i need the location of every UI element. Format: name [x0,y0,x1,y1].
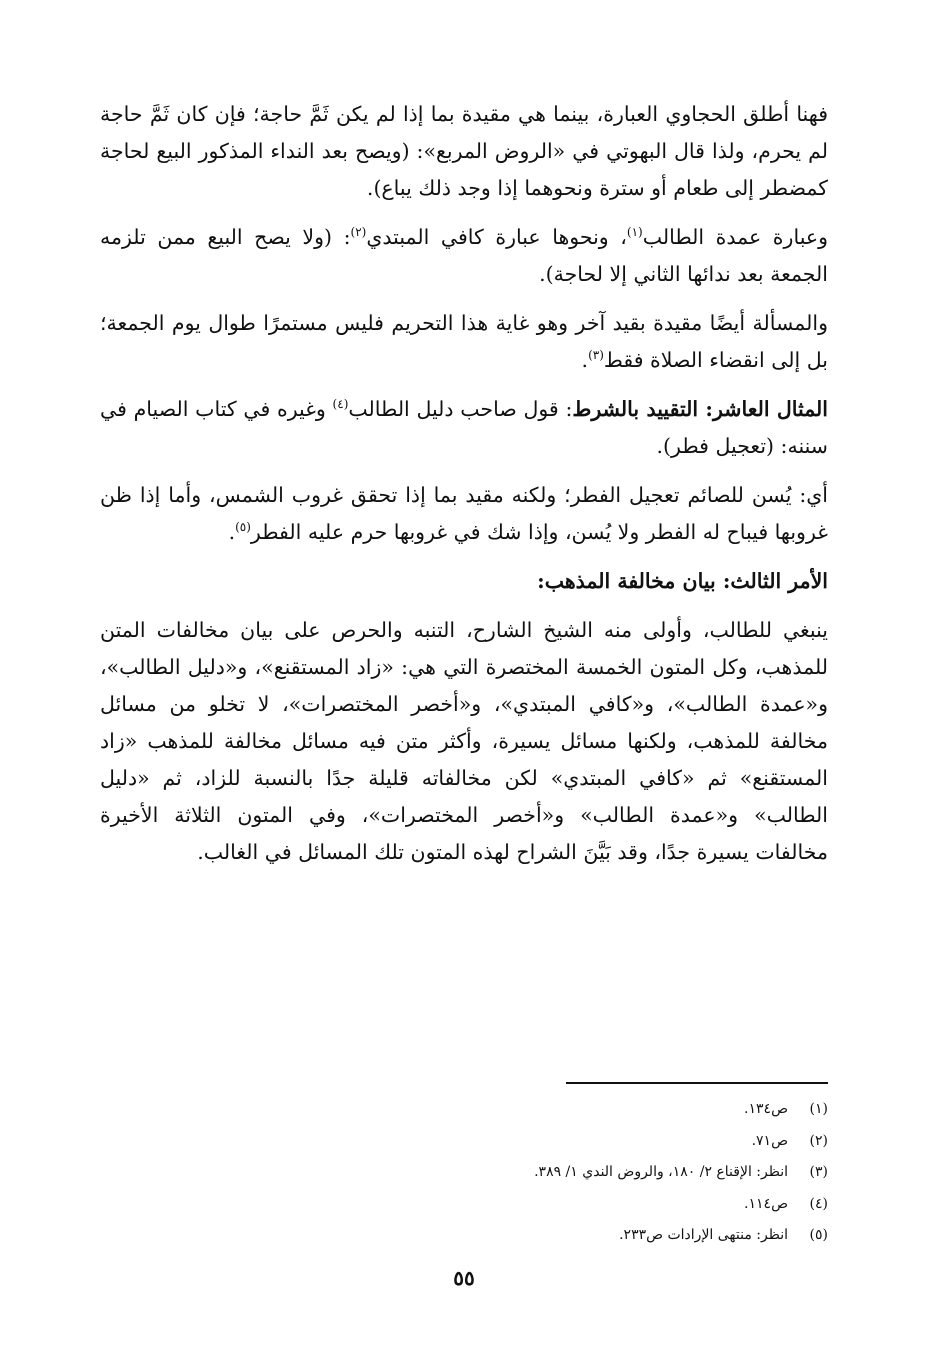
paragraph-text: : (ولا يصح البيع ممن تلزمه الجمعة بعد ندائها الثاني إلا لحاجة). [100,225,828,286]
paragraph-3 [100,305,828,379]
paragraph-5 [100,477,828,551]
footnote-number: (١) [809,1101,828,1117]
footnote-text: ص١٣٤. [744,1101,788,1117]
section-heading: الأمر الثالث: بيان مخالفة المذهب: [537,569,828,593]
paragraph-text: فهنا أطلق الحجاوي العبارة، بينما هي مقيدة بما إذا لم يكن ثَمَّ حاجة؛ فإن كان ثَمَّ حاجة لم يحرم، ولذا قال البهوتي في «الروض المربع»: (ويصح بعد النداء المذكور البيع لحاجة كمضطر إلى طعام أو سترة ونحوهما إذا وجد ذلك يباع). [100,102,828,200]
page-number: ٥٥ [453,1266,475,1290]
paragraph-4 [100,391,828,465]
paragraph-2 [100,219,828,293]
footnote-item [268,1094,828,1126]
footnote-separator [566,1082,828,1084]
paragraph-text: : قول صاحب دليل الطالب [348,397,573,421]
footnote-item [268,1126,828,1158]
footnote-number: (٤) [809,1195,828,1212]
paragraph-text: والمسألة أيضًا مقيدة بقيد آخر وهو غاية هذا التحريم فليس مستمرًا طوال يوم الجمعة؛ بل إلى انقضاء الصلاة فقط [100,311,828,372]
footnote-number: (٣) [809,1164,828,1180]
paragraph-text: أي: يُسن للصائم تعجيل الفطر؛ ولكنه مقيد بما إذا تحقق غروب الشمس، وأما إذا ظن غروبها فيباح له الفطر ولا يُسن، وإذا شك في غروبها حرم عليه الفطر [100,483,828,544]
paragraph-text: ينبغي للطالب، وأولى منه الشيخ الشارح، التنبه والحرص على بيان مخالفات المتن للمذهب، وكل المتون الخمسة المختصرة التي هي: «زاد المستقنع»، و«دليل الطالب»، و«عمدة الطالب»، و«كافي المبتدي»، و«أخصر المختصرات»، لا تخلو من مسائل مخالفة للمذهب، ولكنها مسائل يسيرة، وأكثر متن فيه مسائل مخالفة للمذهب «زاد المستقنع» ثم «كافي المبتدي» لكن مخالفاته قليلة جدًا بالنسبة للزاد، ثم «دليل الطالب» و«عمدة الطالب» و«أخصر المختصرات»، وفي المتون الثلاثة الأخيرة مخالفات يسيرة جدًا، وقد بَيَّنَ الشراح لهذه المتون تلك المسائل في الغالب. [100,618,828,864]
footnote-text: انظر: منتهى الإرادات ص٢٣٣. [619,1227,788,1243]
footnotes-list [268,1094,828,1252]
footnote-ref-1[interactable]: (١) [626,225,643,240]
paragraph-text: . [581,348,589,372]
paragraph-text: . [228,520,236,544]
paragraph-text: وغيره في كتاب الصيام في سننه: (تعجيل فطر). [100,397,828,458]
footnote-number: (٢) [809,1132,828,1149]
footnote-ref-4[interactable]: (٤) [332,397,349,412]
footnote-item [268,1189,828,1221]
footnote-text: انظر: الإقناع ٢/ ١٨٠، والروض الندي ١/ ٣٨٩. [534,1164,788,1180]
footnote-text: ص١١٤. [744,1195,788,1212]
paragraph-1 [100,96,828,207]
footnote-item [268,1157,828,1189]
page-body [100,96,828,883]
footnote-ref-3[interactable]: (٣) [588,348,604,363]
footnote-text: ص٧١. [751,1132,788,1149]
paragraph-text: ، ونحوها عبارة كافي المبتدي [366,225,627,249]
paragraph-text: وعبارة عمدة الطالب [642,225,829,249]
footnote-item [268,1220,828,1252]
footnote-number: (٥) [809,1227,828,1243]
footnote-ref-2[interactable]: (٢) [350,225,367,240]
example-heading: المثال العاشر: التقييد بالشرط [572,397,829,421]
paragraph-6 [100,612,828,871]
footnote-ref-5[interactable]: (٥) [235,520,251,535]
